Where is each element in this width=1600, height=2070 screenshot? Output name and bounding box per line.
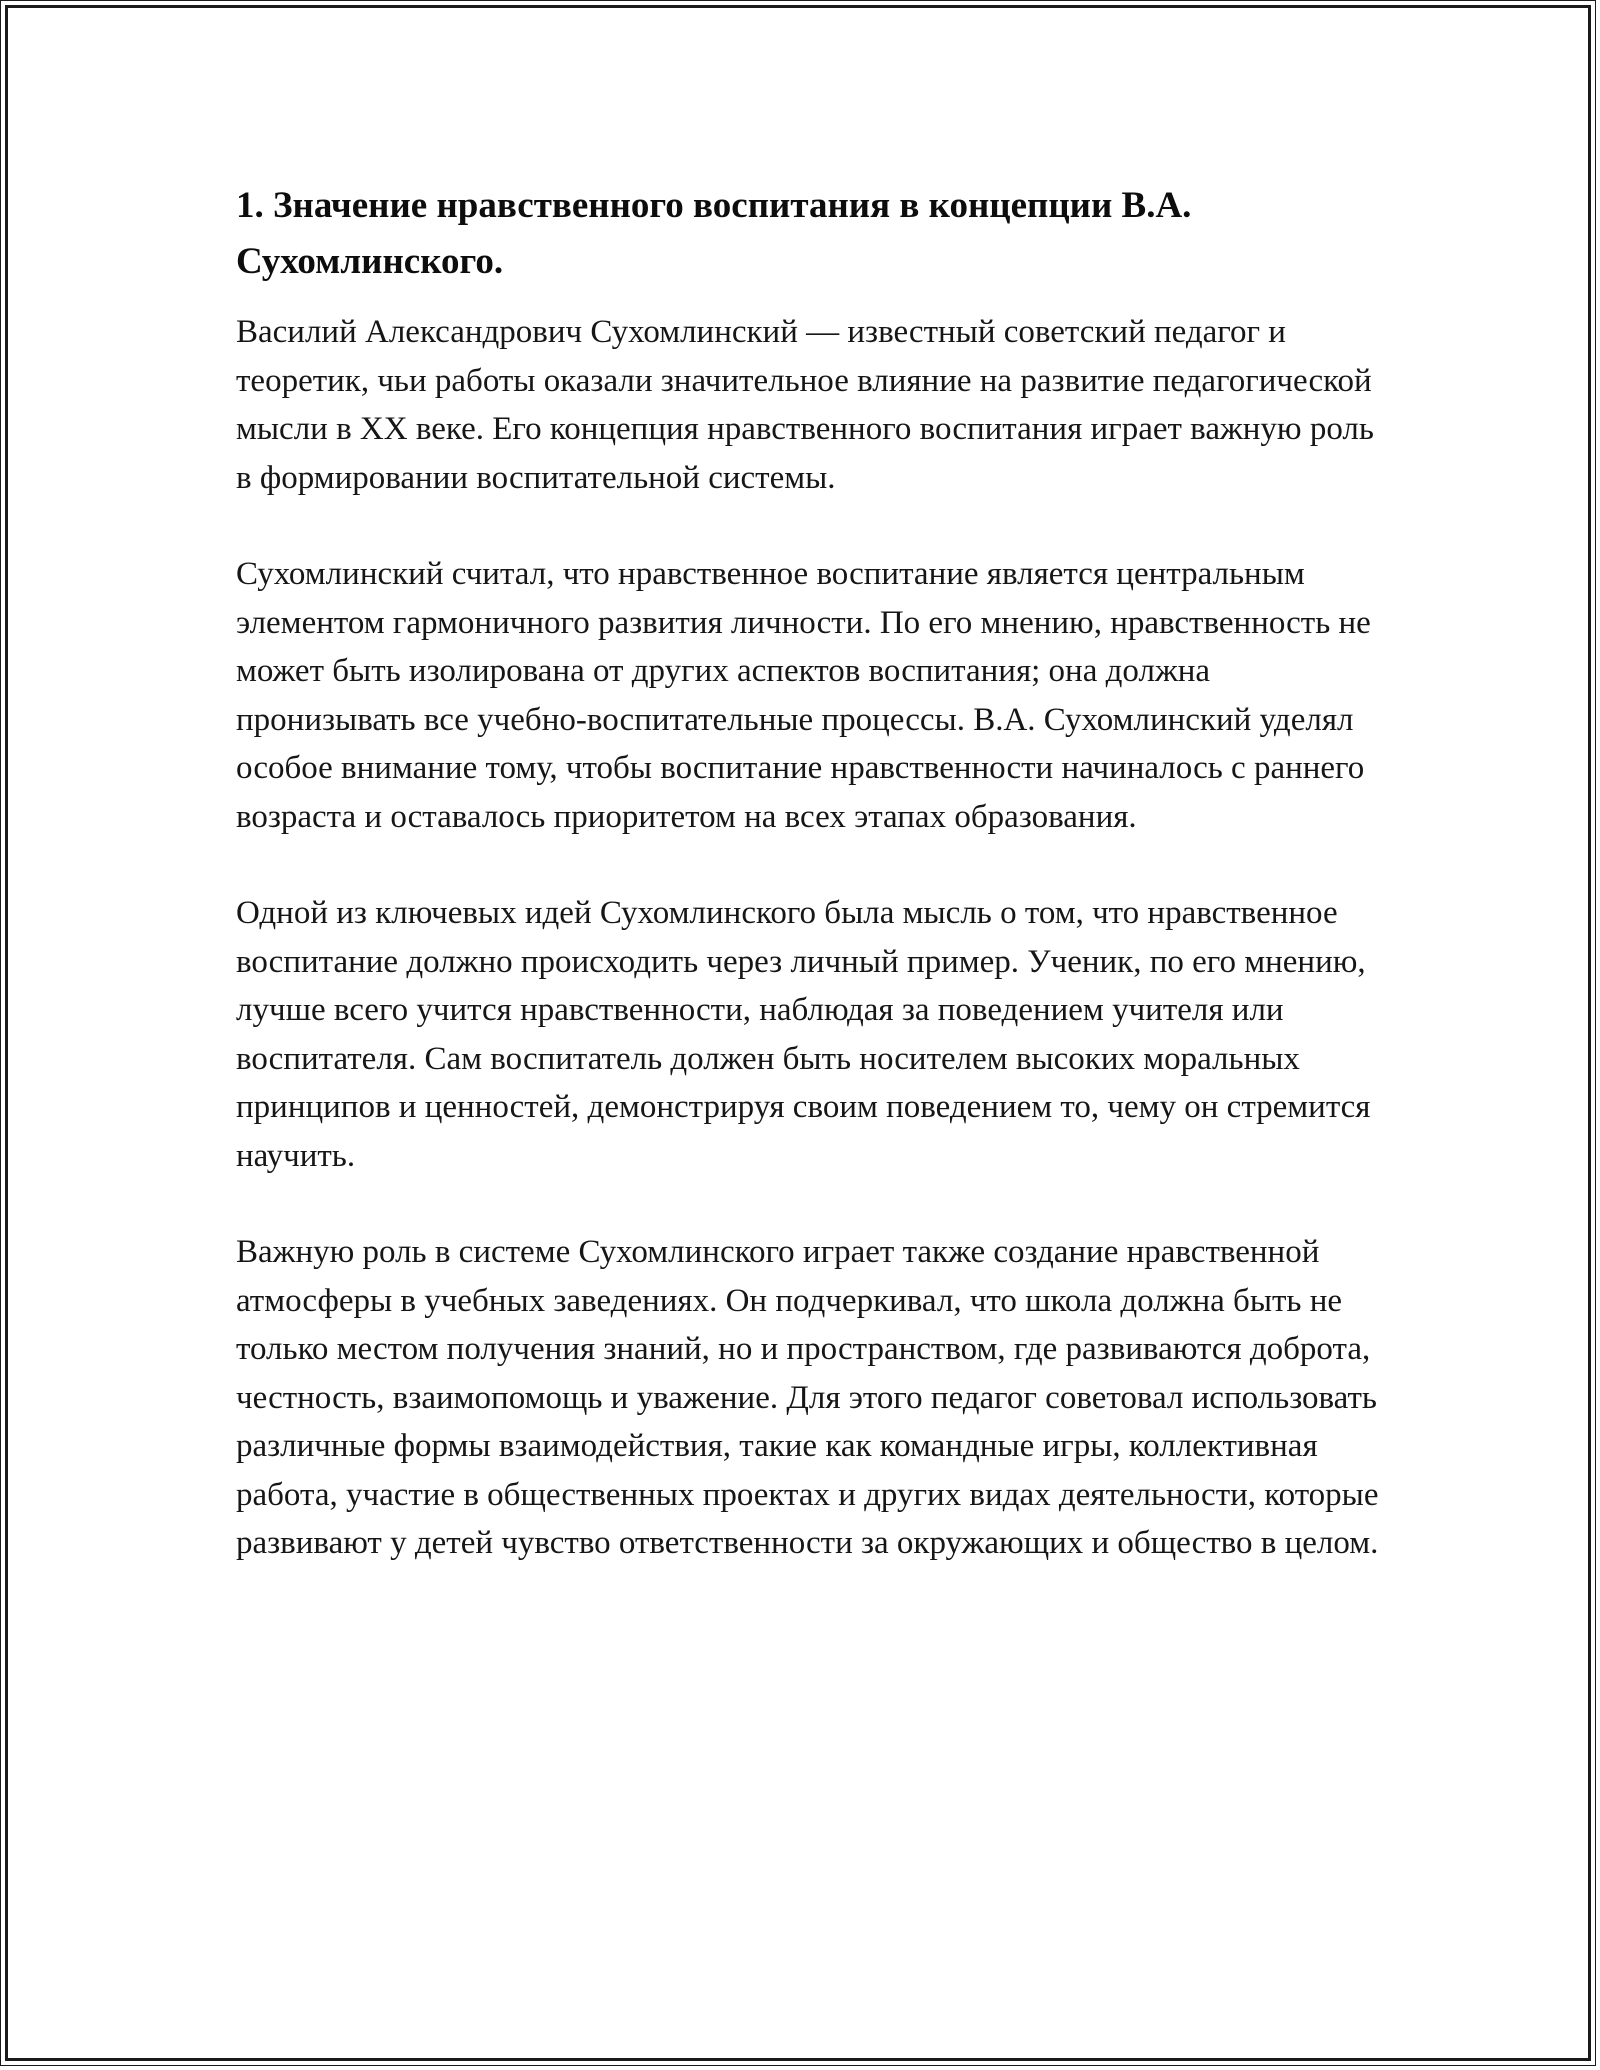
paragraph-central-element: Сухомлинский считал, что нравственное воспитание является центральным элементом гармоничного развития личности. По его мнению, нравственность не может быть изолирована от других аспектов воспитания; она должна пронизывать все учебно-воспитательные процессы. В.А. Сухомлинский уделял особое внимание тому, чтобы воспитание нравственности начиналось с раннего возраста и оставалось приоритетом на всех этапах образования. [236,556,1371,835]
paragraph-intro: Василий Александрович Сухомлинский — известный советский педагог и теоретик, чьи работы оказали значительное влияние на развитие педагогической мысли в XX веке. Его концепция нравственного воспитания играет важную роль в формировании воспитательной системы. [236,314,1374,496]
paragraph-moral-atmosphere: Важную роль в системе Сухомлинского играет также создание нравственной атмосферы в учебных заведениях. Он подчеркивал, что школа должна быть не только местом получения знаний, но и пространством, где развиваются доброта, честность, взаимопомощь и уважение. Для этого педагог советовал использовать различные формы взаимодействия, такие как командные игры, коллективная работа, участие в общественных проектах и других видах деятельности, которые развивают у детей чувство ответственности за окружающих и общество в целом. [236,1234,1379,1561]
document-body [236,178,1396,1616]
paragraph-personal-example: Одной из ключевых идей Сухомлинского была мысль о том, что нравственное воспитание должно происходить через личный пример. Ученик, по его мнению, лучше всего учится нравственности, наблюдая за поведением учителя или воспитателя. Сам воспитатель должен быть носителем высоких моральных принципов и ценностей, демонстрируя своим поведением то, чему он стремится научить. [236,895,1371,1174]
section-title: 1. Значение нравственного воспитания в концепции В.А. Сухомлинского. [236,185,1192,282]
